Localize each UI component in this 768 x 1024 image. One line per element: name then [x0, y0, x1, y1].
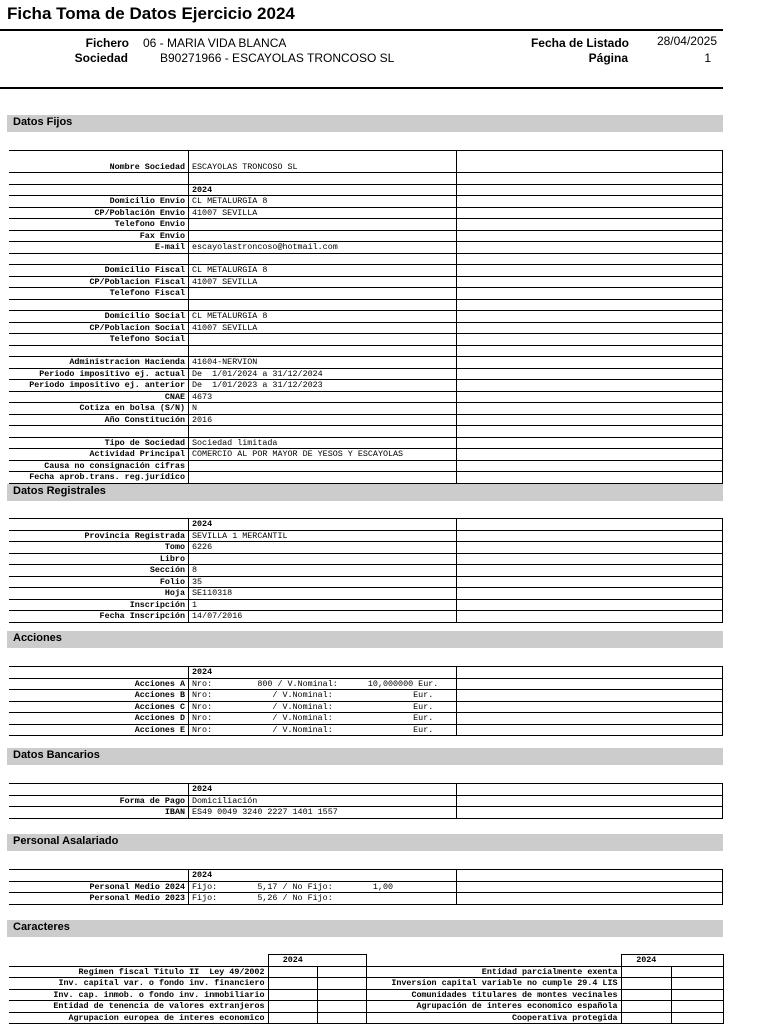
table-row: Acciones C Nro: / V.Nominal: Eur.: [9, 701, 723, 713]
fichero-value: 06 - MARIA VIDA BLANCA: [143, 36, 287, 50]
table-row: Domicilio Envio CL METALURGIA 8: [9, 196, 723, 208]
section-acciones: [7, 631, 723, 648]
section-title: Datos Fijos: [13, 116, 73, 128]
table-row: Fax Envio: [9, 230, 723, 242]
table-row: Fecha Inscripción 14/07/2016: [9, 611, 723, 623]
pagina-value: 1: [704, 51, 711, 65]
table-row: Periodo impositivo ej. anterior De 1/01/2023 a 31/12/2023: [9, 380, 723, 392]
section-personal-asalariado: [7, 834, 723, 851]
table-row: Telefono Fiscal: [9, 288, 723, 300]
table-row: Periodo impositivo ej. actual De 1/01/2024 a 31/12/2024: [9, 368, 723, 380]
header-bottom-rule: [0, 87, 723, 89]
table-row: Entidad de tenencia de valores extranjeros Agrupación de interes economico española: [9, 1001, 723, 1013]
table-row: Agrupacion europea de interes economico Cooperativa protegida: [9, 1012, 723, 1024]
table-row: Forma de Pago Domiciliación: [9, 795, 723, 807]
table-row: Sección 8: [9, 565, 723, 577]
caracteres-table: [9, 954, 724, 1024]
table-row: Personal Medio 2023 Fijo: 5,26 / No Fijo:: [9, 893, 723, 905]
table-row: Inscripción 1: [9, 599, 723, 611]
table-row: Tipo de Sociedad Sociedad limitada: [9, 437, 723, 449]
pagina-label: Página: [588, 51, 628, 65]
year-row: 2024: [9, 784, 723, 796]
table-row: Inv. cap. inmob. o fondo inv. inmobiliario Comunidades titulares de montes vecinales: [9, 989, 723, 1001]
table-row: Causa no consignación cifras: [9, 460, 723, 472]
table-row: Hoja SE110318: [9, 588, 723, 600]
section-title: Datos Bancarios: [13, 749, 100, 761]
table-row: Regimen fiscal Titulo II Ley 49/2002 Entidad parcialmente exenta: [9, 966, 723, 978]
table-row: Personal Medio 2024 Fijo: 5,17 / No Fijo: 1,00: [9, 881, 723, 893]
table-row: Inv. capital var. o fondo inv. financiero Inversion capital variable no cumple 29.4 LIS: [9, 978, 723, 990]
table-row: Acciones B Nro: / V.Nominal: Eur.: [9, 690, 723, 702]
section-datos-bancarios: [7, 748, 723, 765]
table-row: E-mail escayolastroncoso@hotmail.com: [9, 242, 723, 254]
year-row: 2024: [9, 184, 723, 196]
table-row: Acciones E Nro: / V.Nominal: Eur.: [9, 724, 723, 736]
table-row: Acciones D Nro: / V.Nominal: Eur.: [9, 713, 723, 725]
fecha-listado-label: Fecha de Listado: [530, 36, 629, 50]
section-datos-fijos: [7, 115, 723, 132]
section-title: Caracteres: [13, 921, 70, 933]
table-row: Acciones A Nro: 800 / V.Nominal: 10,000000 Eur.: [9, 678, 723, 690]
table-row: Cotiza en bolsa (S/N) N: [9, 403, 723, 415]
table-row: Telefono Envio: [9, 219, 723, 231]
header-top-rule: [0, 29, 723, 31]
year-row: 2024: [9, 870, 723, 882]
page-title: Ficha Toma de Datos Ejercicio 2024: [7, 4, 295, 23]
table-row: Actividad Principal COMERCIO AL POR MAYOR DE YESOS Y ESCAYOLAS: [9, 449, 723, 461]
table-row: Libro: [9, 553, 723, 565]
table-row: Nombre Sociedad ESCAYOLAS TRONCOSO SL: [9, 162, 723, 173]
fichero-label: Fichero: [85, 36, 129, 50]
table-row: Telefono Social: [9, 334, 723, 346]
table-row: CP/Poblacion Fiscal 41007 SEVILLA: [9, 276, 723, 288]
section-title: Personal Asalariado: [13, 835, 119, 847]
table-row: Provincia Registrada SEVILLA 1 MERCANTIL: [9, 530, 723, 542]
sociedad-label: Sociedad: [74, 51, 128, 65]
section-datos-registrales: [7, 484, 723, 501]
table-row: IBAN ES49 0049 3240 2227 1401 1557: [9, 807, 723, 819]
table-row: Administracion Hacienda 41604-NERVION: [9, 357, 723, 369]
table-row: CNAE 4673: [9, 391, 723, 403]
table-row: Fecha aprob.trans. reg.jurídico: [9, 472, 723, 484]
personal-table: [9, 869, 723, 905]
datos-registrales-table: [9, 518, 723, 623]
acciones-table: [9, 666, 723, 736]
year-row: 2024: [9, 519, 723, 531]
table-row: Año Constitución 2016: [9, 414, 723, 426]
fecha-listado-value: 28/04/2025: [656, 34, 717, 48]
table-row: Folio 35: [9, 576, 723, 588]
year-row: 2024 2024: [9, 955, 723, 967]
year-row: 2024: [9, 667, 723, 679]
sociedad-value: B90271966 - ESCAYOLAS TRONCOSO SL: [160, 51, 395, 65]
datos-fijos-table: [9, 150, 723, 495]
table-row: CP/Población Envio 41007 SEVILLA: [9, 207, 723, 219]
table-row: Domicilio Social CL METALURGIA 8: [9, 311, 723, 323]
section-caracteres: [7, 920, 723, 937]
table-row: CP/Poblacion Social 41007 SEVILLA: [9, 322, 723, 334]
section-title: Datos Registrales: [13, 485, 106, 497]
datos-bancarios-table: [9, 783, 723, 819]
table-row: Tomo 6226: [9, 542, 723, 554]
section-title: Acciones: [13, 632, 62, 644]
table-row: Domicilio Fiscal CL METALURGIA 8: [9, 265, 723, 277]
